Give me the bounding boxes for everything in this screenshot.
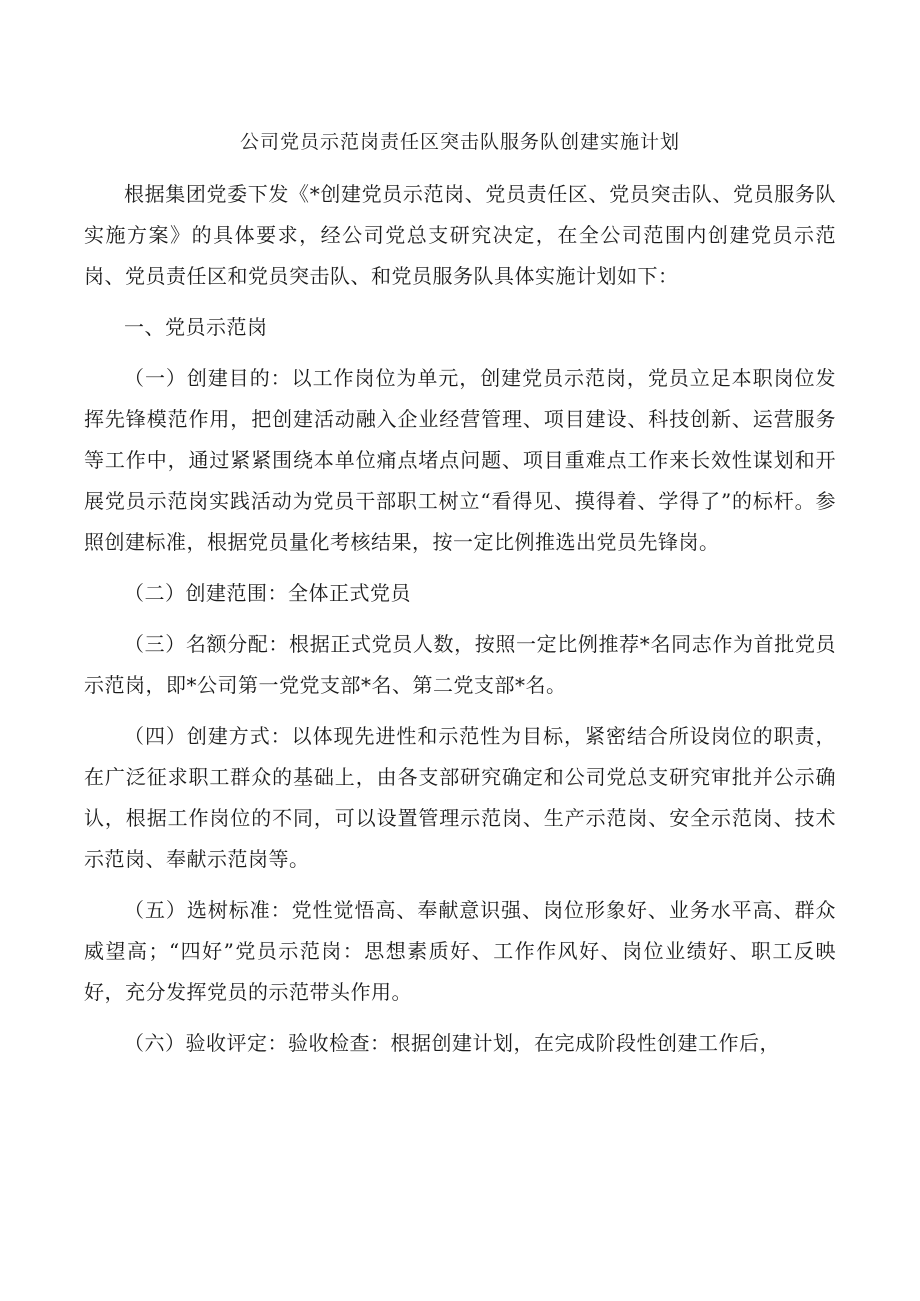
- clause-standard: （五）选树标准：党性觉悟高、奉献意识强、岗位形象好、业务水平高、群众威望高；“四好”党员示范岗：思想素质好、工作作风好、岗位业绩好、职工反映好，充分发挥党员的示范带头作用。: [84, 898, 836, 1004]
- section-heading: 一、党员示范岗: [124, 315, 268, 339]
- clause-purpose: （一）创建目的：以工作岗位为单元，创建党员示范岗，党员立足本职岗位发挥先锋模范作用，把创建活动融入企业经营管理、项目建设、科技创新、运营服务等工作中，通过紧紧围绕本单位痛点堵点问题、项目重难点工作来长效性谋划和开展党员示范岗实践活动为党员干部职工树立“看得见、摸得着、学得了”的标杆。参照创建标准，根据党员量化考核结果，按一定比例推选出党员先锋岗。: [84, 366, 836, 554]
- clause-method: （四）创建方式：以体现先进性和示范性为目标，紧密结合所设岗位的职责，在广泛征求职工群众的基础上，由各支部研究确定和公司党总支研究审批并公示确认，根据工作岗位的不同，可以设置管理示范岗、生产示范岗、安全示范岗、技术示范岗、奉献示范岗等。: [84, 724, 836, 871]
- intro-paragraph: 根据集团党委下发《*创建党员示范岗、党员责任区、党员突击队、党员服务队实施方案》的具体要求，经公司党总支研究决定，在全公司范围内创建党员示范岗、党员责任区和党员突击队、和党员服务队具体实施计划如下：: [84, 182, 836, 288]
- clause-quota: （三）名额分配：根据正式党员人数，按照一定比例推荐*名同志作为首批党员示范岗，即*公司第一党党支部*名、第二党支部*名。: [84, 632, 836, 697]
- document-title: 公司党员示范岗责任区突击队服务队创建实施计划: [239, 131, 680, 153]
- clause-evaluation: （六）验收评定：验收检查：根据创建计划，在完成阶段性创建工作后，: [124, 1031, 780, 1055]
- document-body: [84, 174, 836, 1074]
- clause-scope: （二）创建范围：全体正式党员: [124, 581, 411, 605]
